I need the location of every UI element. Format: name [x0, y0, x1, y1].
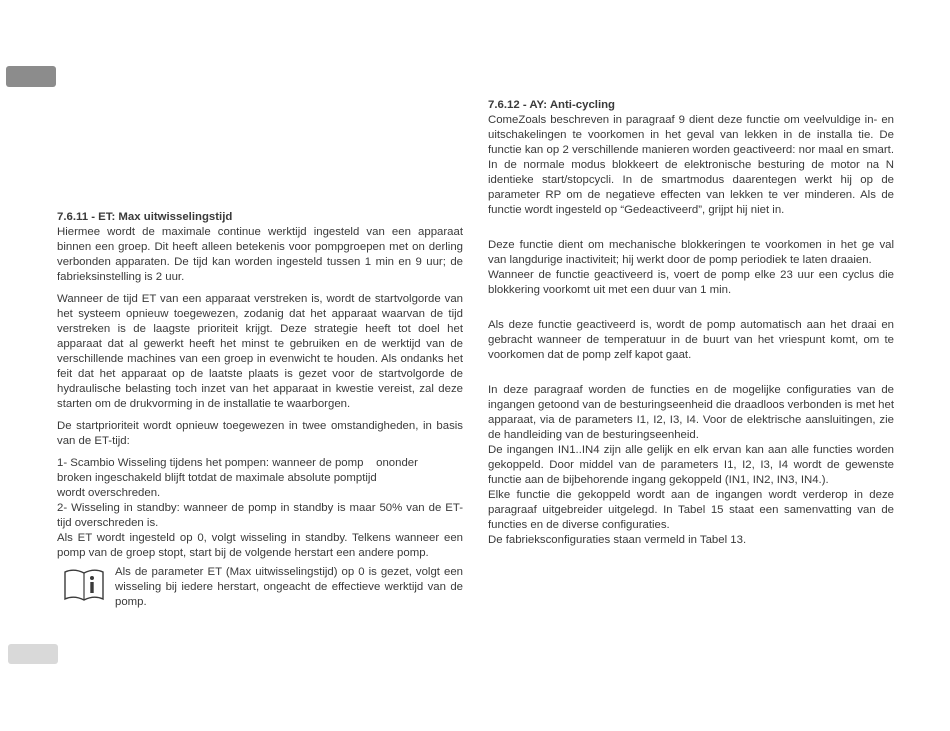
- list-item: 2- Wisseling in standby: wanneer de pomp in standby is maar 50% van de ET-tijd overschreden is.: [57, 502, 463, 529]
- paragraph: Hiermee wordt de maximale continue werktijd ingesteld van een apparaat binnen een groep. Dit heeft alleen betekenis voor pompgroepen met on derling verbonden apparaten. De tijd kan worden ingesteld tussen 1 min en 9 uur; de fabrieksinstelling is 2 uur.: [57, 226, 463, 283]
- paragraph: Wanneer de functie geactiveerd is, voert de pomp elke 23 uur een cyclus die blokkering voorkomt uit met een duur van 1 min.: [488, 269, 894, 296]
- paragraph: Als deze functie geactiveerd is, wordt de pomp automatisch aan het draai en gebracht wanneer de temperatuur in de buurt van het vriespunt komt, om te voorkomen dat de pomp zelf kapot gaat.: [488, 319, 894, 361]
- list-item: [57, 456, 463, 501]
- paragraph: Deze functie dient om mechanische blokkeringen te voorkomen in het ge val van langdurige inactiviteit; hij werkt door de pomp periodiek te laten draaien.: [488, 239, 894, 266]
- section-heading-et: 7.6.11 - ET: Max uitwisselingstijd: [57, 211, 233, 223]
- manual-info-icon: [63, 566, 105, 604]
- info-note: [57, 565, 463, 610]
- list-line: 1- Scambio Wisseling tijdens het pompen: wanneer de pomp ononder: [57, 457, 418, 469]
- page-number-tab: [8, 644, 58, 664]
- page-tab-marker: [6, 66, 56, 87]
- section-heading-ay: 7.6.12 - AY: Anti-cycling: [488, 99, 616, 111]
- right-column: [488, 98, 894, 548]
- paragraph: De fabrieksconfiguraties staan vermeld in Tabel 13.: [488, 534, 747, 546]
- paragraph: In deze paragraaf worden de functies en de mogelijke configuraties van de ingangen getoond van de besturingseenheid die draadloos verbonden is met het apparaat, via de parameters I1, I2, I3, I4. Voor de elektrische aansluitingen, zie de handleiding van de besturingseenheid.: [488, 384, 894, 441]
- paragraph: ComeZoals beschreven in paragraaf 9 dient deze functie om veelvuldige in- en uitschakelingen te voorkomen in het geval van lekken in de installa tie. De functie kan op 2 verschillende manieren worden geactiveerd: nor maal en smart. In de normale modus blokkeert de elektronische besturing de motor na N identieke start/stopcycli. In de smartmodus daarentegen werkt hij op de parameter RP om de negatieve effecten van lekken te ver minderen. Als de functie wordt ingesteld op “Gedeactiveerd”, grijpt hij niet in.: [488, 114, 894, 216]
- paragraph: Als ET wordt ingesteld op 0, volgt wisseling in standby. Telkens wanneer een pomp van de groep stopt, start bij de volgende herstart een andere pomp.: [57, 532, 463, 559]
- left-column: [57, 210, 463, 610]
- paragraph: De startprioriteit wordt opnieuw toegewezen in twee omstandigheden, in basis van de ET-tijd:: [57, 420, 463, 447]
- list-line: broken ingeschakeld blijft totdat de maximale absolute pomptijd: [57, 472, 377, 484]
- paragraph: Elke functie die gekoppeld wordt aan de ingangen wordt verderop in deze paragraaf uitgebreider uitgelegd. In Tabel 15 staat een samenvatting van de functies en de diverse configuraties.: [488, 489, 894, 531]
- paragraph: Wanneer de tijd ET van een apparaat verstreken is, wordt de startvolgorde van het systeem opnieuw toegewezen, zodanig dat het apparaat waarvan de tijd verstreken is de laagste prioriteit krijgt. Deze strategie heeft tot doel het apparaat dat al gewerkt heeft het minst te gebruiken en de werktijd van de verschillende machines van een groep in evenwicht te houden. Als ondanks het feit dat het apparaat op de laatste plaats is gezet voor de startvolgorde de hydraulische belasting toch inzet van het apparaat in kwestie vereist, zal deze starten om de drukvorming in de installatie te waarborgen.: [57, 293, 463, 410]
- list-line: wordt overschreden.: [57, 487, 161, 499]
- note-text: Als de parameter ET (Max uitwisselingstijd) op 0 is gezet, volgt een wisseling bij iedere herstart, ongeacht de effectieve werktijd van de pomp.: [115, 566, 463, 608]
- paragraph: De ingangen IN1..IN4 zijn alle gelijk en elk ervan kan aan alle functies worden gekoppeld. Door middel van de parameters I1, I2, I3, I4 wordt de gewenste functie aan de bijbehorende ingang gekoppeld (IN1, IN2, IN3, IN4.).: [488, 444, 894, 486]
